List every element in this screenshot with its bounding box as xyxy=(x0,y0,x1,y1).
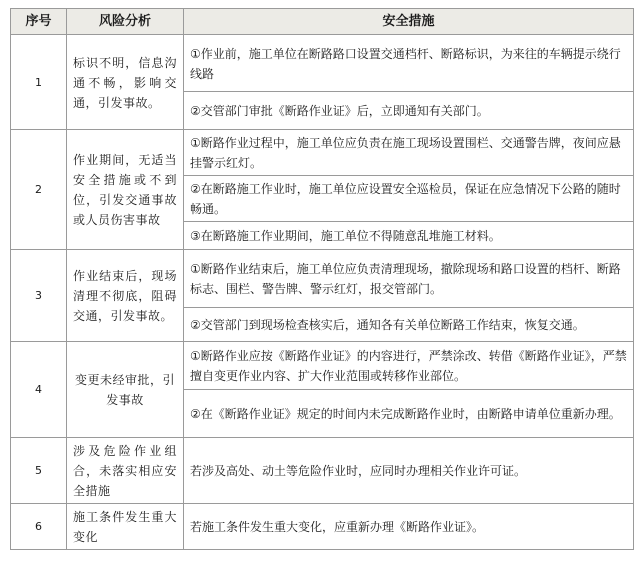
row-risk: 施工条件发生重大变化 xyxy=(67,504,184,550)
table-row xyxy=(11,504,634,550)
row-risk: 作业结束后，现场清理不彻底，阻碍交通，引发事故。 xyxy=(67,250,184,342)
row-measure: ③在断路施工作业期间，施工单位不得随意乱堆施工材料。 xyxy=(184,222,634,250)
row-measure: ②交管部门审批《断路作业证》后，立即通知有关部门。 xyxy=(184,92,634,130)
header-seq: 序号 xyxy=(11,9,67,35)
row-seq: 5 xyxy=(11,438,67,504)
row-measure: ②在《断路作业证》规定的时间内未完成断路作业时，由断路申请单位重新办理。 xyxy=(184,390,634,438)
row-risk: 变更未经审批，引发事故 xyxy=(67,342,184,438)
table-row xyxy=(11,250,634,308)
row-risk: 标识不明，信息沟通不畅，影响交通，引发事故。 xyxy=(67,35,184,130)
row-measure: ①断路作业过程中，施工单位应负责在施工现场设置围栏、交通警告牌，夜间应悬挂警示红灯。 xyxy=(184,130,634,176)
table-row xyxy=(11,438,634,504)
risk-measures-table xyxy=(10,8,634,550)
table-row xyxy=(11,35,634,92)
row-seq: 6 xyxy=(11,504,67,550)
row-seq: 4 xyxy=(11,342,67,438)
row-seq: 2 xyxy=(11,130,67,250)
table-row xyxy=(11,130,634,176)
row-seq: 3 xyxy=(11,250,67,342)
row-seq: 1 xyxy=(11,35,67,130)
row-measure: ②在断路施工作业时，施工单位应设置安全巡检员，保证在应急情况下公路的随时畅通。 xyxy=(184,176,634,222)
row-measure: 若施工条件发生重大变化，应重新办理《断路作业证》。 xyxy=(184,504,634,550)
row-measure: 若涉及高处、动土等危险作业时，应同时办理相关作业许可证。 xyxy=(184,438,634,504)
row-measure: ①断路作业应按《断路作业证》的内容进行，严禁涂改、转借《断路作业证》，严禁擅自变更作业内容、扩大作业范围或转移作业部位。 xyxy=(184,342,634,390)
row-measure: ②交管部门到现场检查核实后，通知各有关单位断路工作结束，恢复交通。 xyxy=(184,308,634,342)
header-measure: 安全措施 xyxy=(184,9,634,35)
header-risk: 风险分析 xyxy=(67,9,184,35)
table-header-row xyxy=(11,9,634,35)
table-row xyxy=(11,342,634,390)
row-risk: 作业期间，无适当安全措施或不到位，引发交通事故或人员伤害事故 xyxy=(67,130,184,250)
row-measure: ①作业前，施工单位在断路路口设置交通档杆、断路标识，为来往的车辆提示绕行线路 xyxy=(184,35,634,92)
row-risk: 涉及危险作业组合，未落实相应安全措施 xyxy=(67,438,184,504)
row-measure: ①断路作业结束后，施工单位应负责清理现场，撤除现场和路口设置的档杆、断路标志、围栏、警告牌、警示红灯，报交管部门。 xyxy=(184,250,634,308)
